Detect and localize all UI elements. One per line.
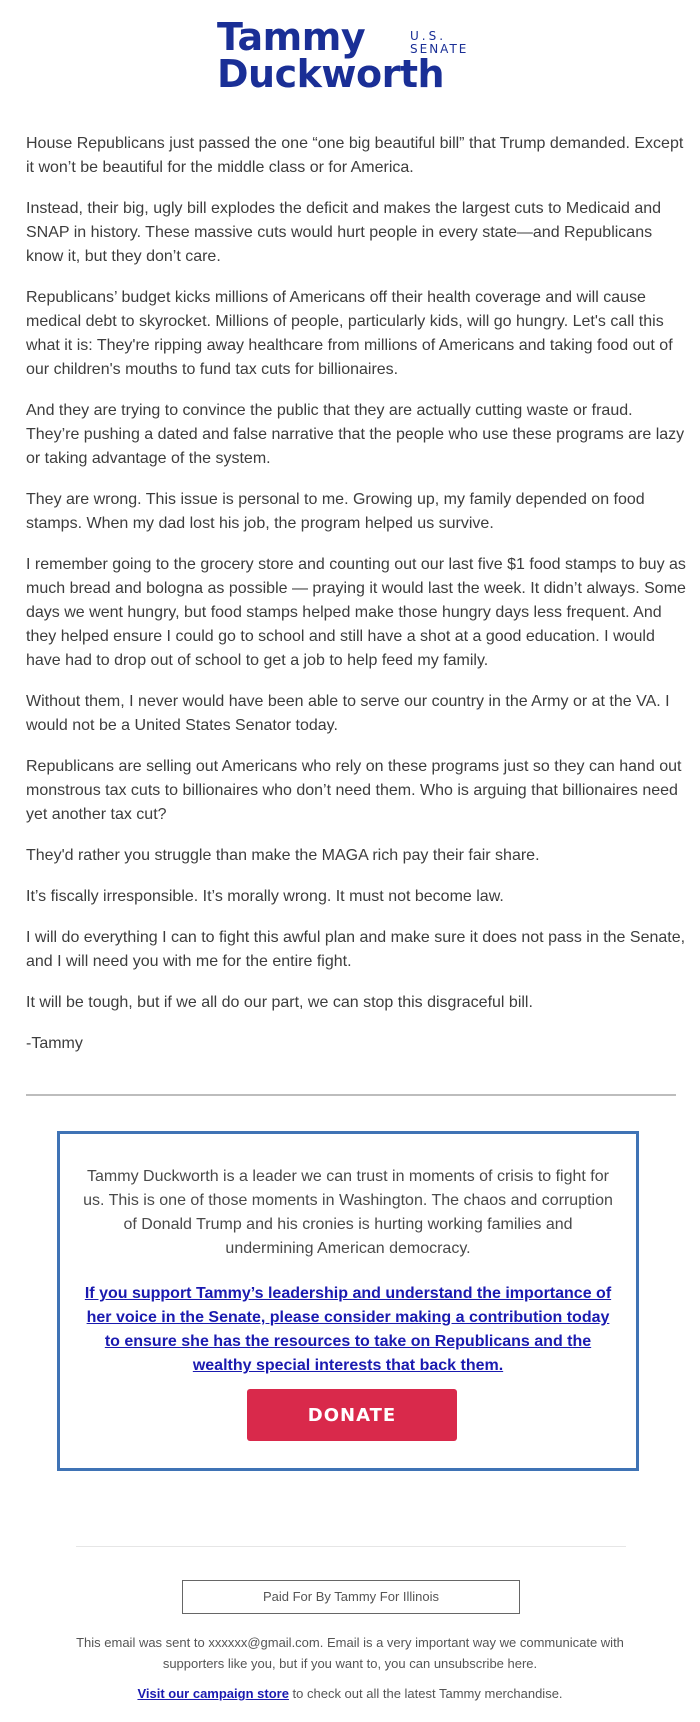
donate-button[interactable]: DONATE [247,1389,457,1441]
store-line [60,1684,640,1704]
logo-last-name: Duckworth [217,52,445,96]
body-paragraph: House Republicans just passed the one “one big beautiful bill” that Trump demanded. Except it won’t be beautiful for the middle class or for America. [26,135,684,176]
footer-divider [76,1546,626,1547]
sent-to-prefix: This email was sent to [76,1635,209,1650]
recipient-email: xxxxxx@gmail.com [208,1635,320,1650]
body-paragraph: I remember going to the grocery store and counting out our last five $1 food stamps to buy as much bread and bologna as possible — praying it would last the week. It didn’t always. Some days we went hungry, but food stamps helped make those hungry days less frequent. And they helped ensure I could go to school and still have a shot at a good education. I would have had to drop out of school to get a job to help feed my family. [26,556,686,669]
body-paragraph: And they are trying to convince the public that they are actually cutting waste or fraud. They’re pushing a dated and false narrative that the people who use these programs are lazy or taking advantage of the system. [26,402,685,467]
body-paragraph: They'd rather you struggle than make the MAGA rich pay their fair share. [26,847,540,864]
appeal-text: Tammy Duckworth is a leader we can trust in moments of crisis to fight for us. This is one of those moments in Washington. The chaos and corruption of Donald Trump and his cronies is hurting working families and undermining American democracy. [83,1168,613,1257]
signature: -Tammy [26,1035,83,1052]
email-body [26,132,686,1073]
campaign-store-link[interactable]: Visit our campaign store [137,1686,289,1701]
body-paragraph: I will do everything I can to fight this awful plan and make sure it does not pass in the Senate, and I will need you with me for the entire fight. [26,929,686,970]
store-suffix: to check out all the latest Tammy merchandise. [288,1686,563,1701]
email-notice [60,1632,640,1674]
logo-us: U.S. [410,29,447,43]
body-paragraph: Republicans are selling out Americans who rely on these programs just so they can hand out monstrous tax cuts to billionaires who don’t need them. Who is arguing that billionaires need yet another tax cut? [26,758,682,823]
email-header [0,0,700,118]
donation-appeal-box [57,1131,639,1471]
body-paragraph: Instead, their big, ugly bill explodes the deficit and makes the largest cuts to Medicaid and SNAP in history. These massive cuts would hurt people in every state—and Republicans know it, but they don’t care. [26,200,662,265]
body-paragraph: It will be tough, but if we all do our part, we can stop this disgraceful bill. [26,994,533,1011]
body-paragraph: Republicans’ budget kicks millions of Americans off their health coverage and will cause medical debt to skyrocket. Millions of people, particularly kids, will go hungry. Let's call this what it is: They're ripping away healthcare from millions of Americans and taking food out of our children's mouths to fund tax cuts for billionaires. [26,289,673,378]
body-paragraph: It’s fiscally irresponsible. It’s morally wrong. It must not become law. [26,888,504,905]
paid-for-disclaimer: Paid For By Tammy For Illinois [182,1580,520,1614]
contribution-link[interactable]: If you support Tammy’s leadership and understand the importance of her voice in the Senate, please consider making a contribution today to ensure she has the resources to take on Republicans and the wealthy special interests that back them. [84,1285,612,1374]
logo-senate: SENATE [410,42,469,56]
logo-first-name: Tammy [217,15,366,59]
notice-period: . [533,1656,538,1671]
unsubscribe-link[interactable]: unsubscribe here [433,1656,534,1671]
sent-to-suffix: . Email is a very important way we communicate with supporters like you, but if you want to, you can [162,1635,624,1671]
section-divider [26,1094,676,1096]
body-paragraph: They are wrong. This issue is personal to me. Growing up, my family depended on food stamps. When my dad lost his job, the program helped us survive. [26,491,645,532]
body-paragraph: Without them, I never would have been able to serve our country in the Army or at the VA. I would not be a United States Senator today. [26,693,670,734]
senator-logo [217,15,487,96]
